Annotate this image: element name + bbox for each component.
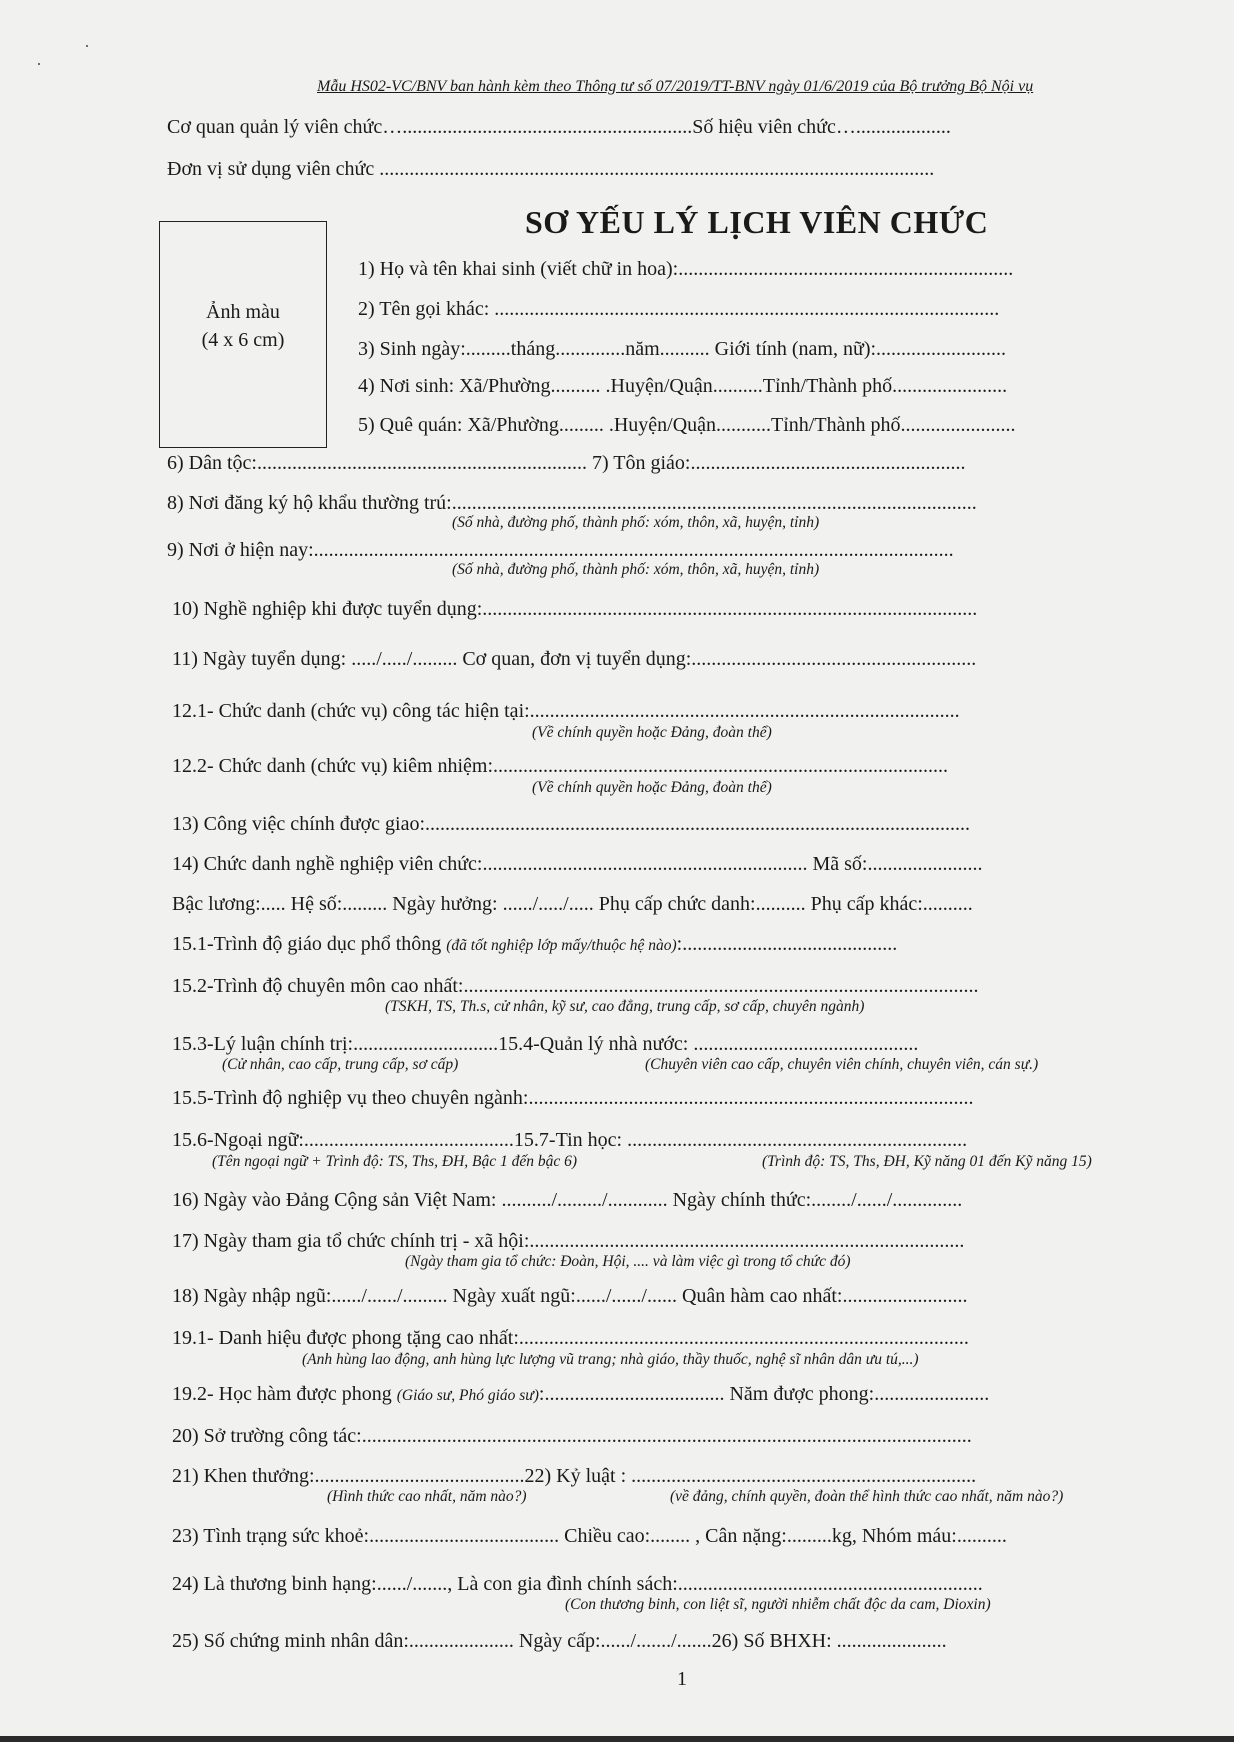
note-address-format: (Số nhà, đường phố, thành phố: xóm, thôn, xã, huyện, tỉnh) [452, 514, 820, 531]
using-unit-field: Đơn vị sử dụng viên chức ............................................................................................................... [167, 158, 935, 180]
field-professional-skills: 15.5-Trình độ nghiệp vụ theo chuyên ngành:......................................................................................... [172, 1087, 974, 1109]
field-general-education: 15.1-Trình độ giáo dục phổ thông (đã tốt nghiệp lớp mấy/thuộc hệ nào):........................................... [172, 933, 898, 955]
field-military-service: 18) Ngày nhập ngũ:....../....../......... Ngày xuất ngũ:....../....../...... Quân hàm cao nhất:......................... [172, 1285, 968, 1307]
field-occupation: 10) Nghề nghiệp khi được tuyển dụng:................................................................................................... [172, 598, 978, 620]
managing-agency-field: Cơ quan quản lý viên chức…..........................................................Số hiệu viên chức…................... [167, 116, 951, 138]
field-socio-political-org: 17) Ngày tham gia tổ chức chính trị - xã hội:....................................................................................... [172, 1230, 965, 1252]
field-highest-qualification: 15.2-Trình độ chuyên môn cao nhất:....................................................................................................... [172, 975, 979, 997]
note-policy-family: (Con thương binh, con liệt sĩ, người nhiễm chất độc da cam, Dioxin) [565, 1596, 991, 1613]
field-main-duties: 13) Công việc chính được giao:............................................................................................................. [172, 813, 971, 835]
photo-box-label: Ảnh màu [206, 301, 280, 323]
note-address-format: (Số nhà, đường phố, thành phố: xóm, thôn, xã, huyện, tỉnh) [452, 561, 820, 578]
field-health: 23) Tình trạng sức khoẻ:...................................... Chiều cao:........ , Cân nặng:.........kg, Nhóm máu:.......... [172, 1525, 1007, 1547]
field-recruitment: 11) Ngày tuyển dụng: ...../...../......... Cơ quan, đơn vị tuyển dụng:......................................................... [172, 648, 977, 670]
note-rewards: (Hình thức cao nhất, năm nào?) [327, 1488, 527, 1505]
field-languages-it: 15.6-Ngoại ngữ:..........................................15.7-Tin học: .................................................................... [172, 1129, 968, 1151]
field-full-name: 1) Họ và tên khai sinh (viết chữ in hoa):................................................................... [358, 258, 1014, 280]
field-other-name: 2) Tên gọi khác: ..................................................................................................... [358, 298, 1000, 320]
field-id-social-insurance: 25) Số chứng minh nhân dân:..................... Ngày cấp:....../......./.......26) Số BHXH: ...................... [172, 1630, 947, 1652]
field-birth-place: 4) Nơi sinh: Xã/Phường.......... .Huyện/Quận..........Tỉnh/Thành phố....................... [358, 375, 1008, 397]
note-political-theory: (Cử nhân, cao cấp, trung cấp, sơ cấp) [222, 1056, 459, 1073]
field-current-residence: 9) Nơi ở hiện nay:................................................................................................................................ [167, 539, 954, 561]
form-title: SƠ YẾU LÝ LỊCH VIÊN CHỨC [525, 204, 989, 240]
page-number: 1 [677, 1668, 687, 1690]
field-party-membership: 16) Ngày vào Đảng Cộng sản Việt Nam: ........../........./............ Ngày chính thức:......../....../.............. [172, 1189, 963, 1211]
note-discipline: (về đảng, chính quyền, đoàn thể hình thức cao nhất, năm nào?) [670, 1488, 1064, 1505]
field-ethnicity-religion: 6) Dân tộc:.................................................................. 7) Tôn giáo:....................................................... [167, 452, 966, 474]
photo-box-size: (4 x 6 cm) [201, 329, 285, 351]
field-honorary-title: 19.1- Danh hiệu được phong tặng cao nhất:.......................................................................................... [172, 1327, 969, 1349]
scan-speck [86, 45, 88, 47]
field-concurrent-position: 12.2- Chức danh (chức vụ) kiêm nhiệm:........................................................................................... [172, 755, 949, 777]
note-position: (Về chính quyền hoặc Đảng, đoàn thể) [532, 724, 772, 741]
field-birth-date: 3) Sinh ngày:.........tháng..............năm.......... Giới tính (nam, nữ):.......................... [358, 338, 1007, 360]
field-professional-title: 14) Chức danh nghề nghiệp viên chức:................................................................. Mã số:....................... [172, 853, 983, 875]
field-work-strengths: 20) Sở trường công tác:.......................................................................................................................... [172, 1425, 972, 1447]
field-salary: Bậc lương:..... Hệ số:......... Ngày hưởng: ....../...../..... Phụ cấp chức danh:.......... Phụ cấp khác:.......... [172, 893, 973, 915]
field-current-position: 12.1- Chức danh (chức vụ) công tác hiện tại:...................................................................................... [172, 700, 960, 722]
note-qualification: (TSKH, TS, Th.s, cử nhân, kỹ sư, cao đẳng, trung cấp, sơ cấp, chuyên ngành) [385, 998, 865, 1015]
note-socio-political-org: (Ngày tham gia tổ chức: Đoàn, Hội, .... và làm việc gì trong tổ chức đó) [405, 1253, 851, 1270]
scan-speck [38, 63, 40, 65]
note-it: (Trình độ: TS, Ths, ĐH, Kỹ năng 01 đến Kỹ năng 15) [762, 1153, 1092, 1170]
field-war-invalid-policy: 24) Là thương binh hạng:....../......., Là con gia đình chính sách:............................................................. [172, 1573, 983, 1595]
scan-edge [0, 1736, 1234, 1742]
photo-box [159, 221, 327, 448]
note-position: (Về chính quyền hoặc Đảng, đoàn thể) [532, 779, 772, 796]
note-honorary-title: (Anh hùng lao động, anh hùng lực lượng vũ trang; nhà giáo, thầy thuốc, nghệ sĩ nhân dân ưu tú,...) [302, 1351, 919, 1368]
field-political-theory: 15.3-Lý luận chính trị:.............................15.4-Quản lý nhà nước: ............................................. [172, 1033, 919, 1055]
field-academic-rank: 19.2- Học hàm được phong (Giáo sư, Phó giáo sư):.................................... Năm được phong:....................... [172, 1383, 990, 1405]
template-note: Mẫu HS02-VC/BNV ban hành kèm theo Thông tư số 07/2019/TT-BNV ngày 01/6/2019 của Bộ trưởng Bộ Nội vụ [317, 78, 1034, 95]
note-state-management: (Chuyên viên cao cấp, chuyên viên chính, chuyên viên, cán sự.) [645, 1056, 1039, 1073]
note-languages: (Tên ngoại ngữ + Trình độ: TS, Ths, ĐH, Bậc 1 đến bậc 6) [212, 1153, 578, 1170]
field-rewards-discipline: 21) Khen thưởng:..........................................22) Kỷ luật : ..................................................................... [172, 1465, 977, 1487]
field-permanent-residence: 8) Nơi đăng ký hộ khẩu thường trú:......................................................................................................... [167, 492, 977, 514]
field-hometown: 5) Quê quán: Xã/Phường......... .Huyện/Quận...........Tỉnh/Thành phố....................... [358, 414, 1016, 436]
